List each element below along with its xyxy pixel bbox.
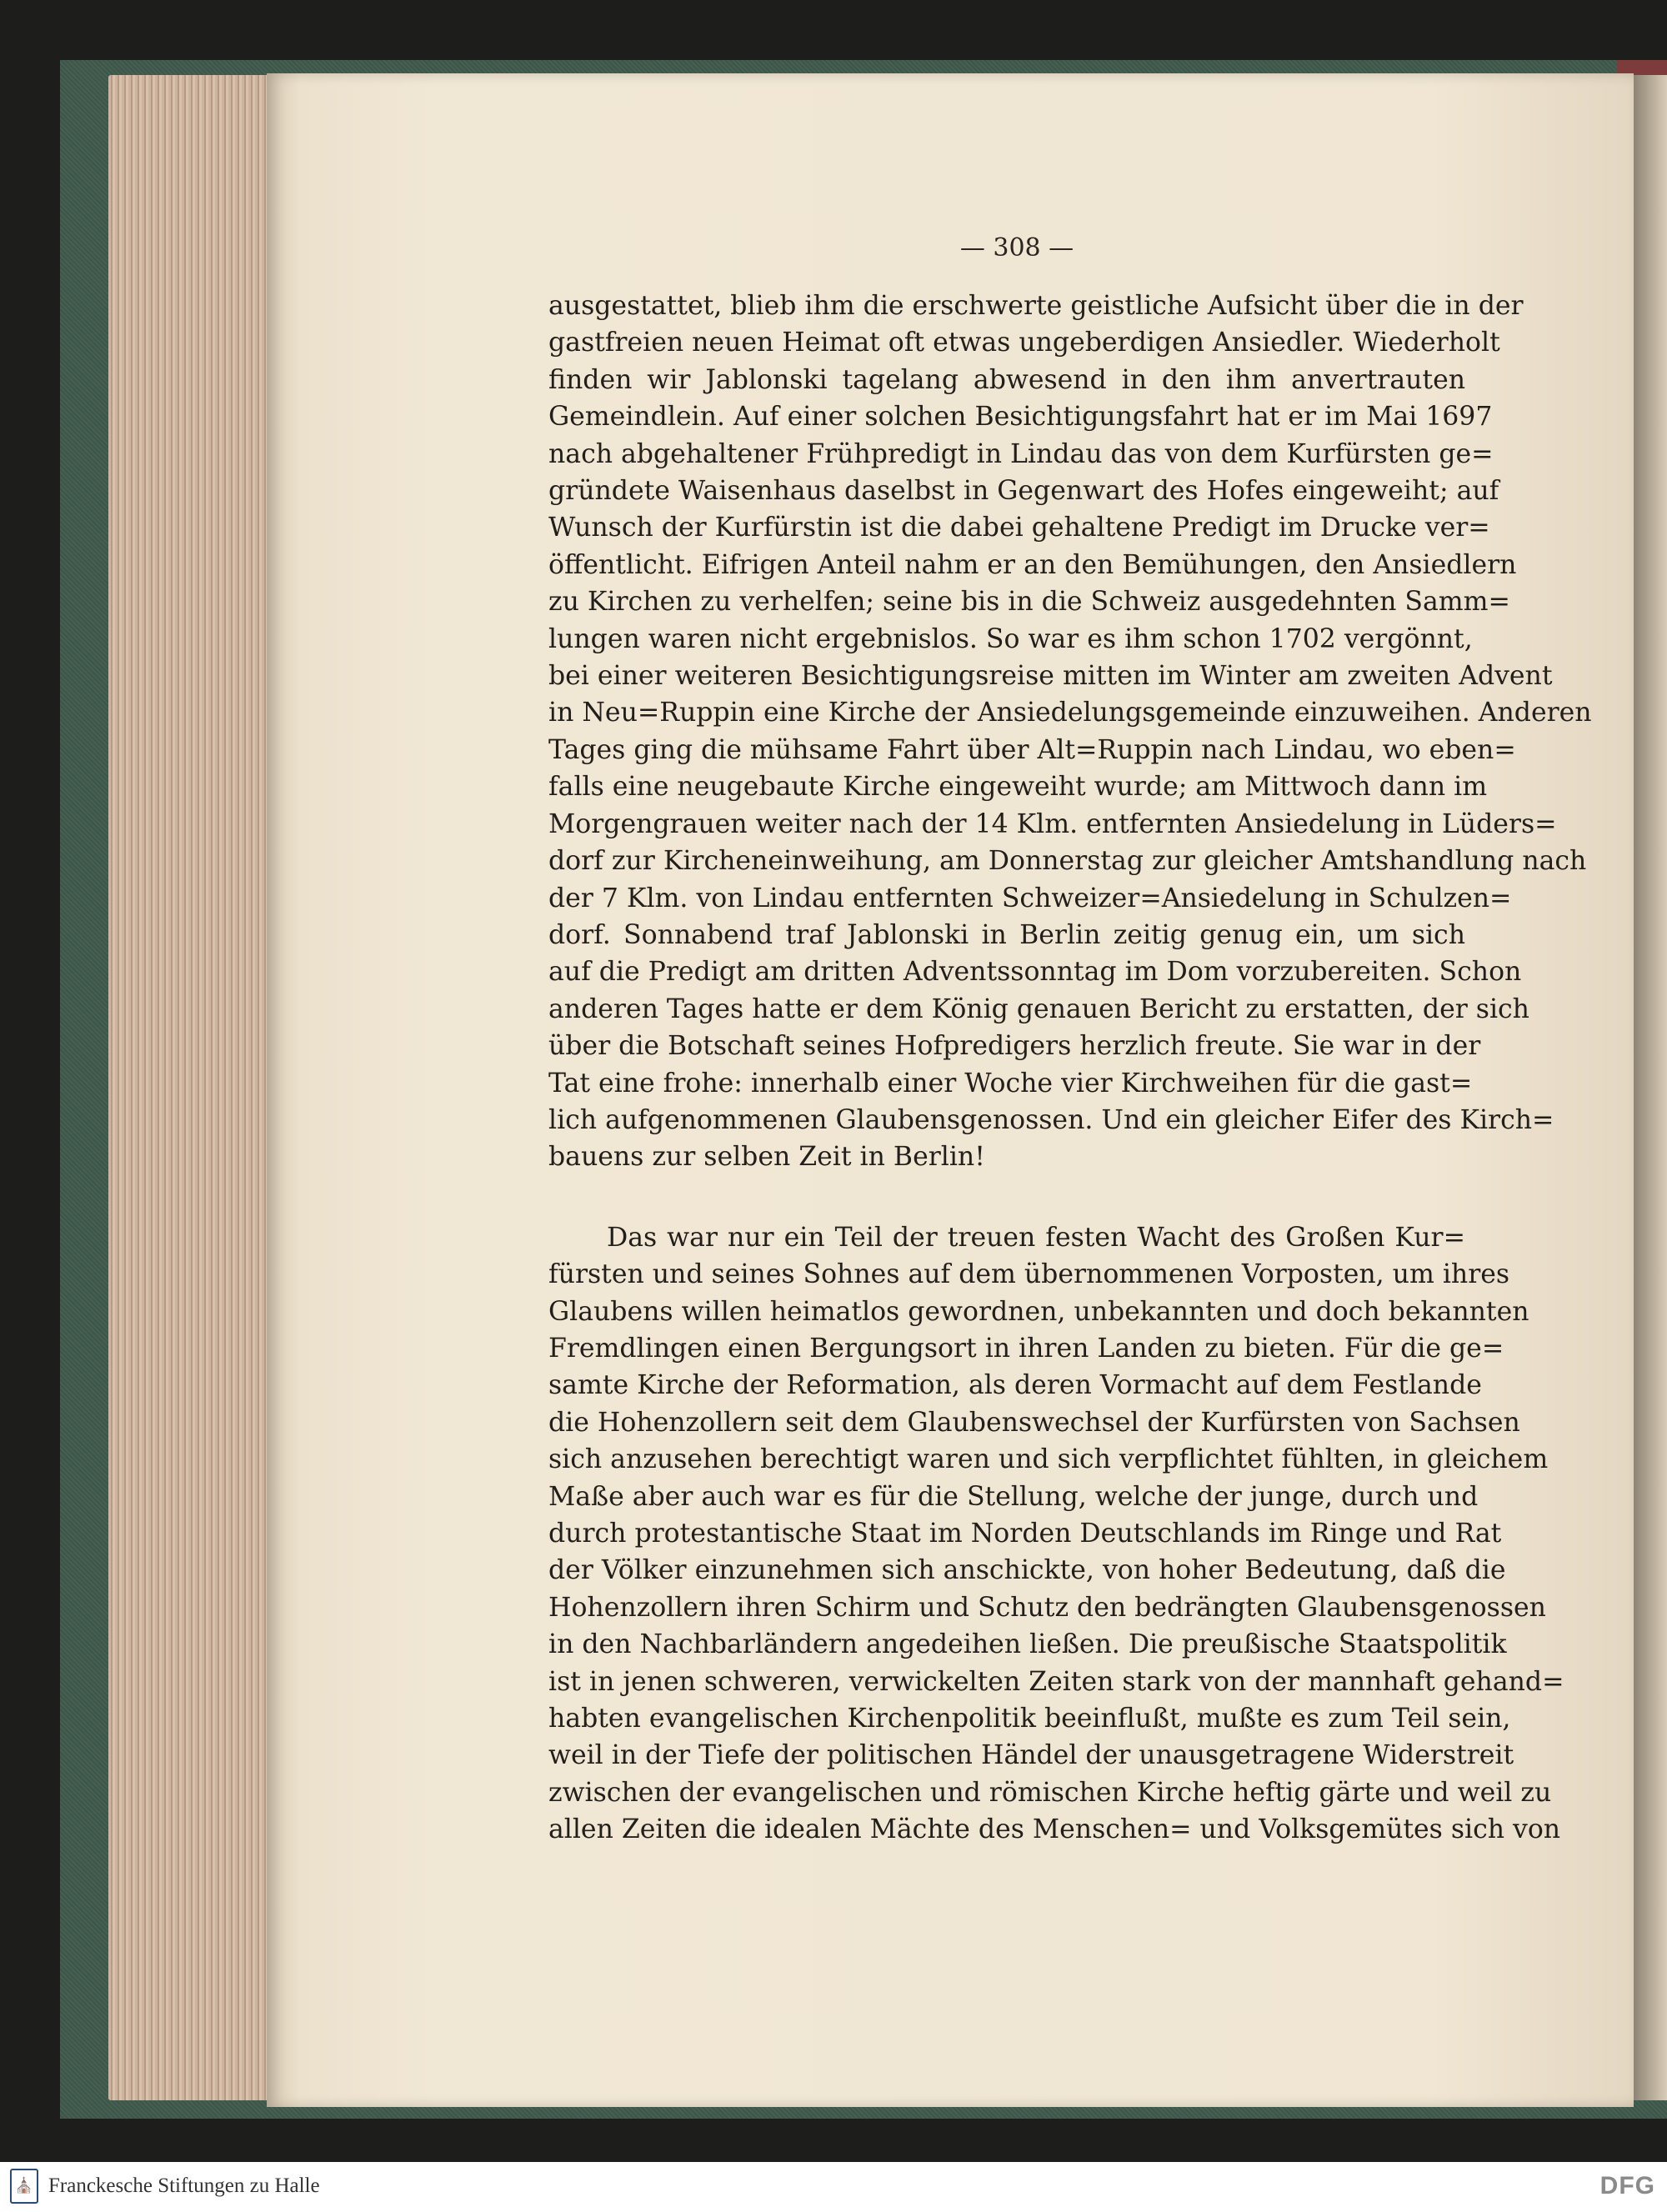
text-line: der 7 Klm. von Lindau entfernten Schweizer=Ansiedelung in Schulzen= [548,883,1512,913]
text-line: Morgengrauen weiter nach der 14 Klm. entfernten Ansiedelung in Lüders= [548,808,1557,839]
text-line: Hohenzollern ihren Schirm und Schutz den bedrängten Glaubensgenossen [548,1592,1546,1623]
text-line: sich anzusehen berechtigt waren und sich verpflichtet fühlten, in gleichem [548,1444,1549,1475]
text-line: bei einer weiteren Besichtigungsreise mitten im Winter am zweiten Advent [548,661,1553,692]
text-line: anderen Tages hatte er dem König genauen Bericht zu erstatten, der sich [548,993,1529,1024]
text-line: Maße aber auch war es für die Stellung, welche der junge, durch und [548,1481,1479,1512]
text-line: zwischen der evangelischen und römischen Kirche heftig gärte und weil zu [548,1777,1552,1808]
institution-name: Franckesche Stiftungen zu Halle [48,2174,320,2197]
text-line: in den Nachbarländern angedeihen ließen. Die preußische Staatspolitik [548,1629,1507,1660]
text-line: durch protestantische Staat im Norden Deutschlands im Ringe und Rat [548,1519,1502,1549]
text-line: finden wir Jablonski tagelang abwesend in den ihm anvertrauten [548,364,1465,395]
institution-logo-icon: ⛪ [10,2169,38,2204]
text-line: die Hohenzollern seit dem Glaubenswechsel der Kurfürsten von Sachsen [548,1407,1520,1438]
text-line: lungen waren nicht ergebnislos. So war es ihm schon 1702 vergönnt, [548,623,1473,654]
text-line: fürsten und seines Sohnes auf dem übernommenen Vorposten, um ihres [548,1259,1510,1290]
text-line: bauens zur selben Zeit in Berlin! [548,1142,985,1173]
page-stack-edges [108,75,288,2100]
text-line: zu Kirchen zu verhelfen; seine bis in die Schweiz ausgedehnten Samm= [548,587,1510,618]
text-line: auf die Predigt am dritten Adventssonntag im Dom vorzubereiten. Schon [548,957,1522,988]
text-line: Fremdlingen einen Bergungsort in ihren Landen zu bieten. Für die ge= [548,1333,1504,1364]
text-line: gastfreien neuen Heimat oft etwas ungeberdigen Ansiedler. Wiederholt [548,328,1500,358]
text-line: nach abgehaltener Frühpredigt in Lindau das von dem Kurfürsten ge= [548,438,1494,469]
text-line: Glaubens willen heimatlos gewordnen, unbekannten und doch bekannten [548,1296,1529,1327]
text-line: ist in jenen schweren, verwickelten Zeiten stark von der mannhaft gehand= [548,1666,1564,1697]
facing-page-edge [1634,75,1667,2100]
text-line: lich aufgenommenen Glaubensgenossen. Und ein gleicher Eifer des Kirch= [548,1104,1554,1135]
text-line: über die Botschaft seines Hofpredigers herzlich freute. Sie war in der [548,1031,1481,1062]
body-text [548,288,1592,1849]
viewer-footer [0,2162,1667,2212]
text-line: öffentlicht. Eifrigen Anteil nahm er an den Bemühungen, den Ansiedlern [548,549,1517,580]
text-line: samte Kirche der Reformation, als deren Vormacht auf dem Festlande [548,1370,1482,1401]
dfg-logo: DFG [1599,2172,1655,2199]
text-line: Wunsch der Kurfürstin ist die dabei gehaltene Predigt im Drucke ver= [548,513,1490,543]
text-line: falls eine neugebaute Kirche eingeweiht wurde; am Mittwoch dann im [548,772,1488,803]
text-line: allen Zeiten die idealen Mächte des Menschen= und Volksgemütes sich von [548,1814,1561,1845]
text-line: dorf. Sonnabend traf Jablonski in Berlin zeitig genug ein, um sich [548,919,1465,950]
text-line: Das war nur ein Teil der treuen festen Wacht des Großen Kur= [607,1222,1465,1253]
text-line: der Völker einzunehmen sich anschickte, von hoher Bedeutung, daß die [548,1555,1506,1586]
text-line: ausgestattet, blieb ihm die erschwerte geistliche Aufsicht über die in der [548,291,1524,321]
text-line: weil in der Tiefe der politischen Händel der unausgetragene Widerstreit [548,1740,1514,1771]
text-line: Gemeindlein. Auf einer solchen Besichtigungsfahrt hat er im Mai 1697 [548,402,1493,433]
text-line: dorf zur Kircheneinweihung, am Donnerstag zur gleicher Amtshandlung nach [548,846,1587,877]
text-line: gründete Waisenhaus daselbst in Gegenwart des Hofes eingeweiht; auf [548,476,1499,507]
text-line: in Neu=Ruppin eine Kirche der Ansiedelungsgemeinde einzuweihen. Anderen [548,698,1592,728]
text-line: Tat eine frohe: innerhalb einer Woche vier Kirchweihen für die gast= [548,1068,1473,1098]
text-line: habten evangelischen Kirchenpolitik beeinflußt, mußte es zum Teil sein, [548,1704,1511,1734]
paragraph-gap [548,1176,1465,1219]
text-line: Tages ging die mühsame Fahrt über Alt=Ruppin nach Lindau, wo eben= [548,734,1516,765]
page-number: — 308 — [959,233,1074,263]
